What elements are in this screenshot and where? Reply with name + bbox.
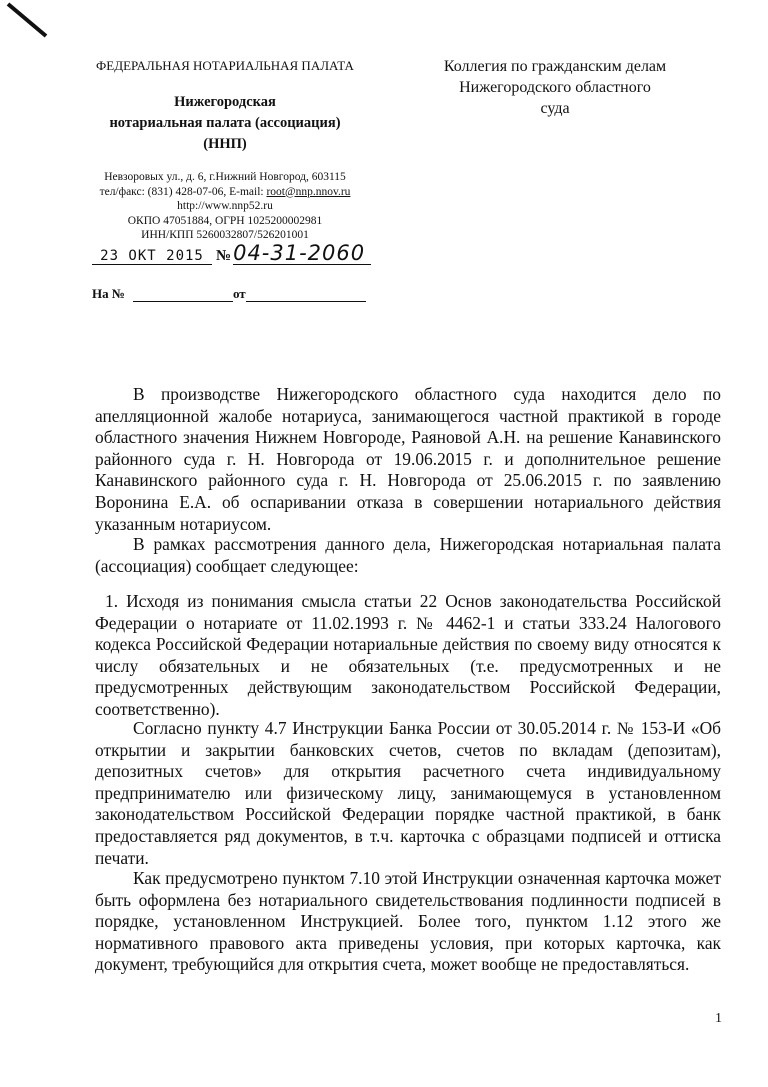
addressee-line: Нижегородского областного [459,79,651,96]
outgoing-date-number [92,242,371,265]
paragraph: Согласно пункту 4.7 Инструкции Банка России от 30.05.2014 г. № 153-И «Об открытии и закрытии банковских счетов, счетов по вкладам (депозитам), депозитных счетов» для открытия расчетного счета индивидуальному предпринимателю или физическому лицу, занимающемуся в установленном законодательством Российской Федерации порядке частной практикой, в банк предоставляется ряд документов, в т.ч. карточка с образцами подписей и оттиска печати. [95,718,721,868]
ref-label: На № [92,286,125,301]
body-paragraph-4 [95,868,721,976]
address: Невзоровых ул., д. 6, г.Нижний Новгород, 603115 [104,171,346,183]
addressee [405,56,705,119]
number-label: № [216,248,232,264]
addressee-line: суда [540,100,570,117]
phone-email [80,185,370,200]
contact-block [80,170,370,243]
paragraph: В рамках рассмотрения данного дела, Нижегородская нотариальная палата (ассоциация) сообщает следующее: [95,534,721,576]
body-paragraph-1 [95,384,721,535]
paragraph: 1. Исходя из понимания смысла статьи 22 Основ законодательства Российской Федерации о нотариате от 11.02.1993 г. № 4462-1 и статьи 333.24 Налогового кодекса Российской Федерации нотариальные действия по своему виду относятся к числу обязательных и не обязательных (т.е. предусмотренных и не предусмотренных действующим законодательством Российской Федерации, соответственно). [95,591,721,719]
email-link[interactable]: root@nnp.nnov.ru [266,185,351,198]
ref-number-blank [133,289,233,302]
website-link[interactable]: http://www.nnp52.ru [177,200,273,212]
numbered-item-1 [95,591,721,721]
paragraph: В производстве Нижегородского областного суда находится дело по апелляционной жалобе нотариуса, занимающегося частной практикой в городе областного значения Нижнем Новгороде, Раяновой А.Н. на решение Канавинского районного суда г. Н. Новгорода от 19.06.2015 г. и дополнительное решение Канавинского районного суда г. Н. Новгорода от 25.06.2015 г. по заявлению Воронина Е.А. об оспаривании отказа в совершении нотариального действия указанным нотариусом. [95,384,721,534]
addressee-line: Коллегия по гражданским делам [443,58,667,75]
org-abbr: (ННП) [203,136,247,152]
org-line: Нижегородская [174,94,276,110]
inn: ИНН/КПП 5260032807/526201001 [141,229,309,241]
okpo: ОКПО 47051884, ОГРН 1025200002981 [127,214,323,227]
phone: тел/факс: (831) 428-07-06, E-mail: [99,185,267,198]
paragraph: Как предусмотрено пунктом 7.10 этой Инструкции означенная карточка может быть оформлена без нотариального свидетельствования подлинности подписей в порядке, установленном Инструкцией. Более того, пунктом 1.12 этого же нормативного правового акта приведены условия, при которых карточка, как документ, требующийся для открытия счета, может вообще не предоставляться. [95,868,721,975]
ref-from-label: от [232,286,246,301]
org-line: нотариальная палата (ассоциация) [109,115,341,131]
reference-line [92,286,366,302]
pen-mark-icon [0,0,60,45]
handwritten-number: 04-31-2060 [233,242,371,265]
ref-date-blank [246,289,366,302]
federal-chamber-title: ФЕДЕРАЛЬНАЯ НОТАРИАЛЬНАЯ ПАЛАТА [96,58,354,73]
page-number: 1 [715,1011,722,1026]
organization-name [80,92,370,155]
body-paragraph-3 [95,718,721,869]
date-stamp: 23 ОКТ 2015 [92,248,212,265]
body-paragraph-2 [95,534,721,577]
